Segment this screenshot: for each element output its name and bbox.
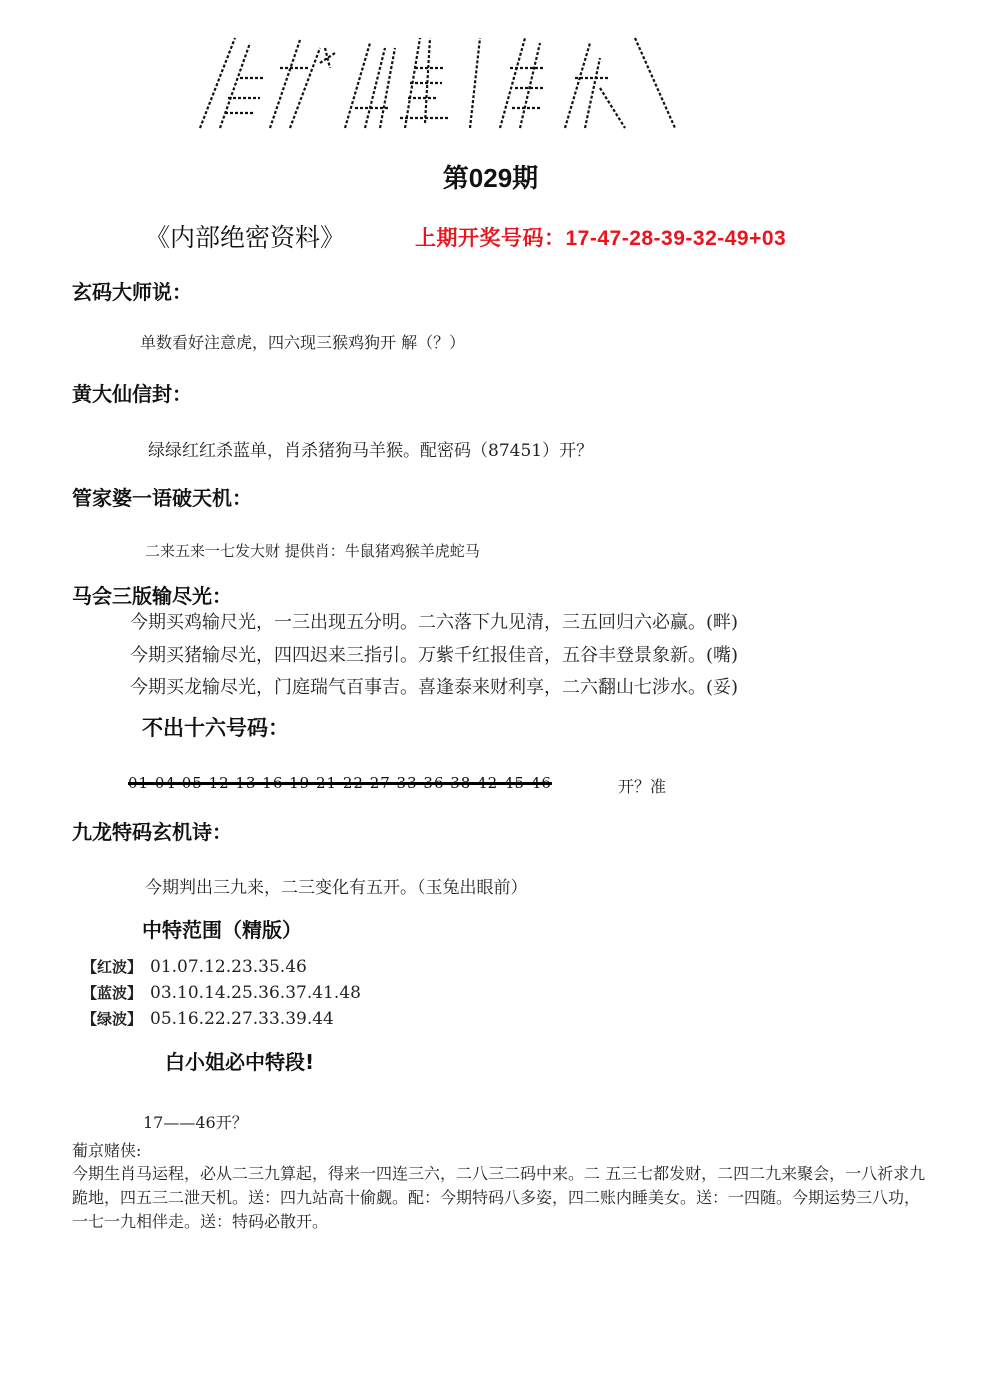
wave-numbers: 05.16.22.27.33.39.44 <box>150 1009 334 1029</box>
issue-number: 第029期 <box>442 163 539 193</box>
section-heading-range: 中特范围（精版） <box>142 918 302 942</box>
section-heading-nine-dragon: 九龙特码玄机诗： <box>72 820 232 844</box>
master-text: 单数看好注意虎，四六现三猴鸡狗开 解（？） <box>140 333 466 352</box>
section-heading-horse-club: 马会三版输尽光： <box>72 584 232 608</box>
gambler-text: 今期生肖马运程，必从二三九算起，得来一四连三六，二八三二码中来。二 五三七都发财，二四二九来聚会，一八祈求九跪地，四五三二泄天机。送：四九站高十偷觑。配：今期特码八多姿，四二账内睡美女。送：一四随。今期运势三八功，一七一九相伴走。送：特码必散开。 <box>72 1164 926 1231</box>
wave-row-green <box>82 1008 334 1029</box>
miss-bai-text: 17——46开？ <box>143 1113 248 1132</box>
no-sixteen-suffix: 开？准 <box>618 777 667 796</box>
wave-tag: 【绿波】 <box>82 1010 143 1028</box>
section-heading-no-sixteen: 不出十六号码： <box>142 716 289 740</box>
section-heading-huang: 黄大仙信封： <box>72 382 192 406</box>
last-draw-numbers: 上期开奖号码：17-47-28-39-32-49+03 <box>415 227 787 250</box>
horse-club-line: 今期买龙输尽光，门庭瑞气百事吉。喜逢泰来财利享，二六翻山七涉水。(妥) <box>130 677 739 698</box>
wave-row-red <box>82 956 307 977</box>
banner-calligraphy-icon <box>180 28 780 138</box>
horse-club-line: 今期买猪输尽光，四四迟来三指引。万紫千红报佳音，五谷丰登景象新。(嘴) <box>130 645 739 666</box>
wave-tag: 【红波】 <box>82 958 143 976</box>
section-heading-miss-bai: 白小姐必中特段! <box>165 1050 315 1074</box>
section-heading-gambler: 葡京赌侠: <box>72 1141 142 1160</box>
secret-title: 《内部绝密资料》 <box>145 223 346 252</box>
struck-numbers: 01 04 05 12 13 16 19 21 22 27 33 36 38 42 45 46 <box>128 774 552 792</box>
section-heading-master: 玄码大师说： <box>72 280 192 304</box>
wave-tag: 【蓝波】 <box>82 984 143 1002</box>
horse-club-line: 今期买鸡输尺光，一三出现五分明。二六落下九见清，三五回归六必赢。(畔) <box>130 612 739 633</box>
housekeeper-text: 二来五来一七发大财 提供肖：牛鼠猪鸡猴羊虎蛇马 <box>145 542 480 560</box>
huang-text: 绿绿红红杀蓝单，肖杀猪狗马羊猴。配密码（87451）开？ <box>148 441 594 461</box>
nine-dragon-text: 今期判出三九来，二三变化有五开。（玉兔出眼前） <box>145 878 528 898</box>
wave-numbers: 03.10.14.25.36.37.41.48 <box>150 983 361 1003</box>
banner-title <box>180 28 780 138</box>
wave-row-blue <box>82 982 361 1003</box>
section-heading-housekeeper: 管家婆一语破天机： <box>72 486 252 510</box>
wave-numbers: 01.07.12.23.35.46 <box>150 957 307 977</box>
